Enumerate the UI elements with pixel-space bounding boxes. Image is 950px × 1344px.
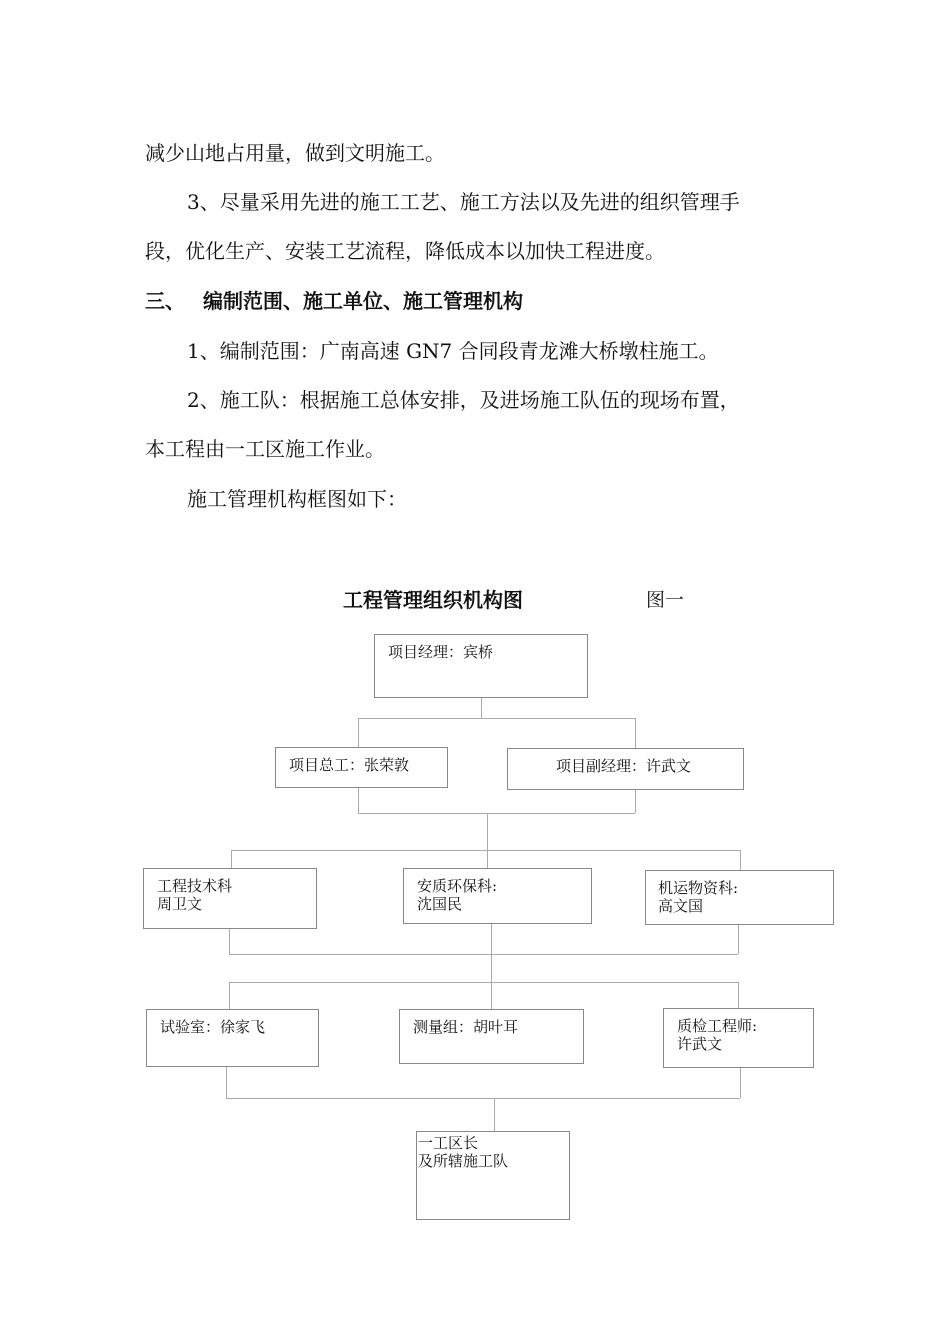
box-label: 项目经理：宾桥 xyxy=(388,643,494,661)
connector xyxy=(487,850,488,868)
connector xyxy=(358,788,359,813)
paragraph-4-line-2: 本工程由一工区施工作业。 xyxy=(145,437,385,461)
connector xyxy=(738,982,739,1008)
connector xyxy=(491,982,492,1009)
box-survey-team xyxy=(399,1009,584,1064)
box-label-line-2: 及所辖施工队 xyxy=(418,1152,509,1170)
box-quality-inspector xyxy=(663,1008,814,1068)
connector xyxy=(481,698,482,718)
box-safety-quality-dept xyxy=(403,868,592,924)
box-deputy-manager xyxy=(507,748,744,790)
connector xyxy=(229,982,230,1009)
paragraph-1: 减少山地占用量，做到文明施工。 xyxy=(145,141,445,165)
box-chief-engineer xyxy=(275,747,448,788)
connector xyxy=(635,718,636,748)
connector xyxy=(358,718,635,719)
box-label-line-1: 安质环保科: xyxy=(417,877,498,895)
box-label-line-1: 机运物资科: xyxy=(658,879,739,897)
box-label: 测量组：胡叶耳 xyxy=(413,1018,519,1036)
paragraph-5: 施工管理机构框图如下： xyxy=(187,487,407,511)
connector xyxy=(358,813,635,814)
box-label-line-2: 沈国民 xyxy=(417,895,463,913)
connector xyxy=(226,1067,227,1098)
paragraph-2-line-1: 3、尽量采用先进的施工工艺、施工方法以及先进的组织管理手 xyxy=(187,190,740,214)
paragraph-2-line-2: 段，优化生产、安装工艺流程，降低成本以加快工程进度。 xyxy=(145,239,665,263)
box-engineering-tech-dept xyxy=(143,868,317,929)
paragraph-4-line-1: 2、施工队：根据施工总体安排，及进场施工队伍的现场布置， xyxy=(187,388,740,412)
connector xyxy=(494,1098,495,1131)
section-title: 编制范围、施工单位、施工管理机构 xyxy=(203,289,523,313)
box-label-line-1: 质检工程师: xyxy=(677,1017,758,1035)
connector xyxy=(231,850,232,868)
paragraph-3: 1、编制范围：广南高速 GN7 合同段青龙滩大桥墩柱施工。 xyxy=(187,339,719,363)
box-label-line-2: 许武文 xyxy=(677,1035,723,1053)
connector xyxy=(487,813,488,850)
connector xyxy=(491,924,492,982)
box-label-line-2: 周卫文 xyxy=(157,895,203,913)
box-label-line-2: 高文国 xyxy=(658,897,704,915)
connector xyxy=(740,1068,741,1098)
box-label: 试验室：徐家飞 xyxy=(160,1018,266,1036)
connector xyxy=(358,718,359,748)
box-label-line-1: 工程技术科 xyxy=(157,877,233,895)
connector xyxy=(635,790,636,813)
connector xyxy=(738,925,739,954)
connector xyxy=(740,850,741,870)
connector xyxy=(229,982,738,983)
box-machinery-materials-dept xyxy=(645,870,834,925)
connector xyxy=(226,1098,740,1099)
connector xyxy=(231,850,740,851)
connector xyxy=(229,954,738,955)
box-laboratory xyxy=(146,1009,319,1067)
box-label: 项目总工：张荣敦 xyxy=(289,756,410,774)
box-label-line-1: 一工区长 xyxy=(418,1134,479,1152)
figure-label: 图一 xyxy=(646,589,685,611)
box-project-manager xyxy=(374,634,588,698)
box-work-area-team xyxy=(416,1131,570,1220)
connector xyxy=(229,929,230,954)
org-chart-title: 工程管理组织机构图 xyxy=(343,588,523,612)
box-label: 项目副经理：许武文 xyxy=(556,757,692,775)
section-number: 三、 xyxy=(145,289,185,313)
